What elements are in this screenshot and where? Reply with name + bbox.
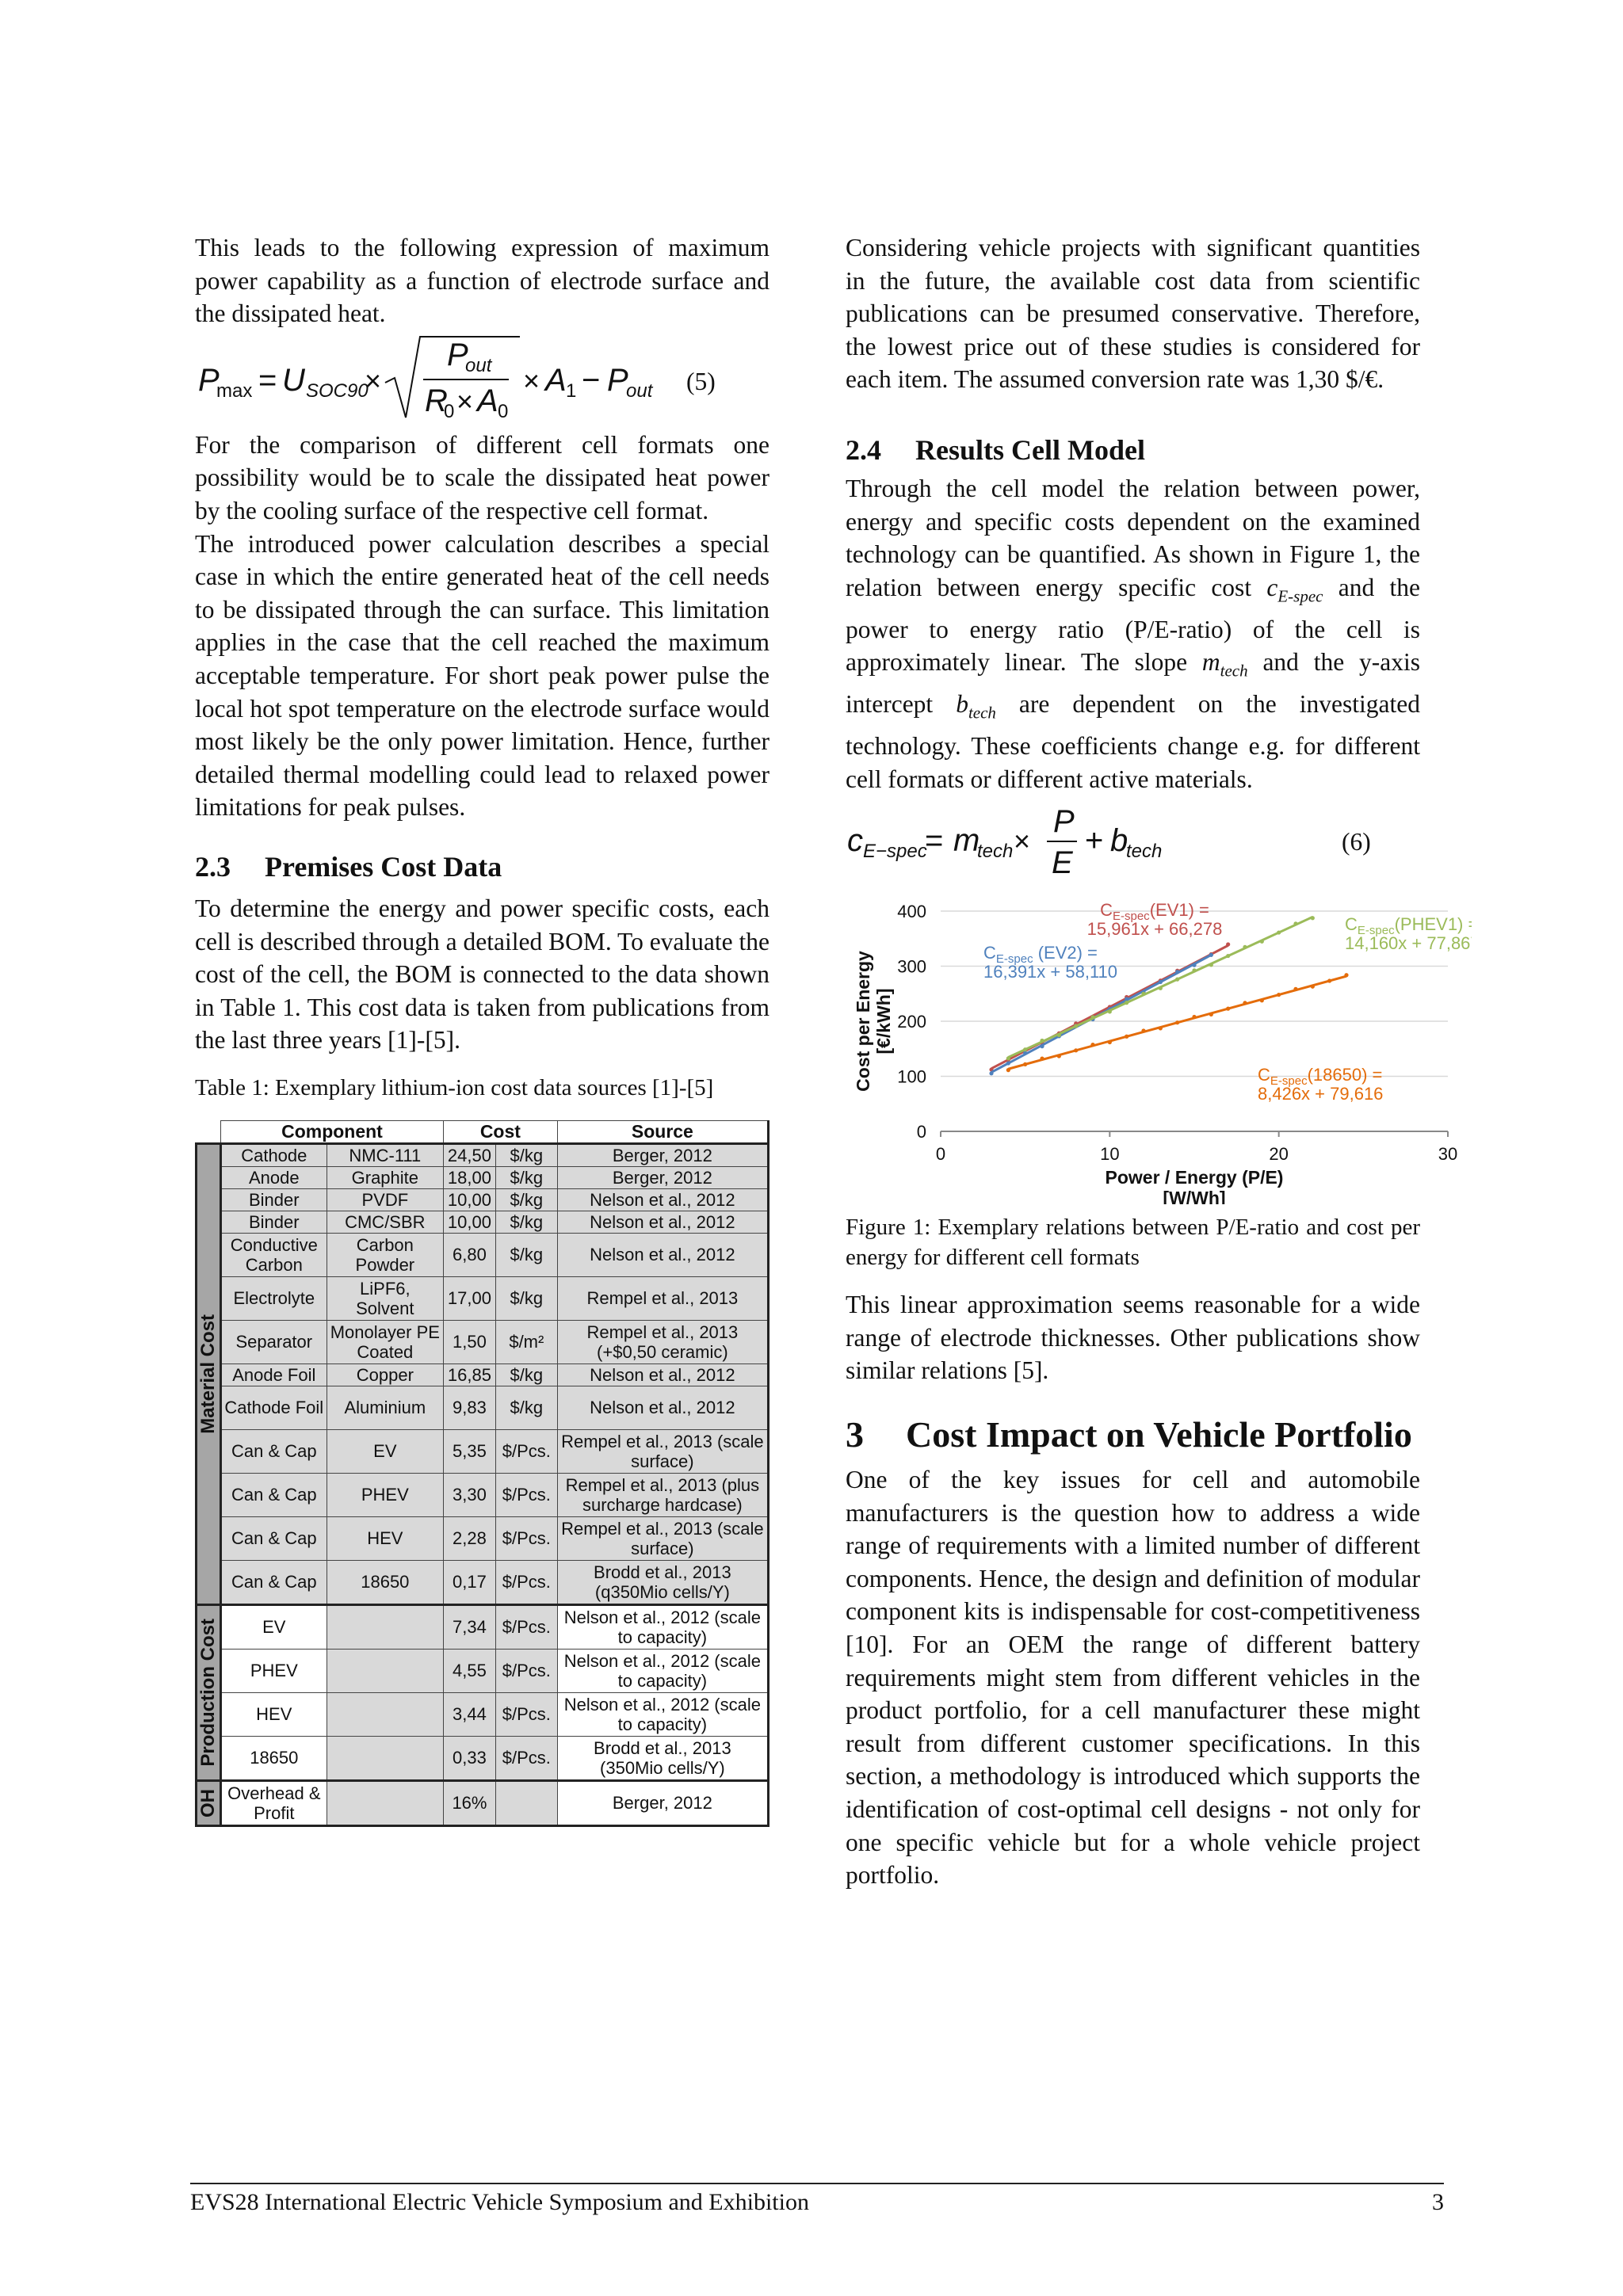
table-group-text: Production Cost <box>197 1619 220 1767</box>
annotation-eq-EV2: 16,391x + 58,110 <box>983 962 1118 982</box>
table-row <box>197 1320 769 1363</box>
table-row <box>197 1736 769 1780</box>
data-point-EV2 <box>1175 970 1179 974</box>
table-header-cost: Cost <box>444 1120 558 1143</box>
x-tick-label: 10 <box>1100 1144 1120 1165</box>
svg-text:P: P <box>198 362 220 398</box>
section-heading-2-3 <box>195 848 769 886</box>
table-header-source: Source <box>557 1120 768 1143</box>
table-cell-component: Cathode <box>220 1143 327 1166</box>
data-point-18650 <box>1260 998 1264 1002</box>
table-row <box>197 1473 769 1516</box>
table-cell-unit: $/kg <box>495 1276 557 1320</box>
table-cell-component: Overhead & Profit <box>220 1780 327 1825</box>
table-group-label <box>197 1780 221 1825</box>
svg-text:0: 0 <box>444 400 455 422</box>
cost-table <box>195 1120 769 1827</box>
equation-6 <box>846 795 1420 879</box>
table-cell-component: Can & Cap <box>220 1429 327 1473</box>
table-group-label <box>197 1143 221 1604</box>
data-point-EV1 <box>1226 943 1230 947</box>
annotation-EV2: $C_{E-spec}$ (EV2) = <box>983 943 1098 967</box>
data-point-18650 <box>1108 1040 1112 1044</box>
table-row <box>197 1166 769 1188</box>
table-cell-value: 0,17 <box>444 1560 496 1604</box>
table-cell-source: Nelson et al., 2012 <box>557 1188 768 1211</box>
annotation-PHEV1: $C_{E-spec}(PHEV1)$ = <box>1345 914 1472 938</box>
data-point-EV2 <box>1040 1044 1044 1048</box>
text-run: and the y-axis intercept <box>846 648 1420 719</box>
table-cell-unit: $/kg <box>495 1143 557 1166</box>
table-cell-value: 18,00 <box>444 1166 496 1188</box>
data-point-18650 <box>1226 1007 1230 1011</box>
table-cell-type <box>327 1780 443 1825</box>
data-point-EV2 <box>1006 1062 1010 1066</box>
data-point-18650 <box>1023 1062 1027 1066</box>
table-cell-type <box>327 1736 443 1780</box>
table-body-overhead <box>197 1780 769 1825</box>
y-tick-label: 400 <box>897 902 926 922</box>
y-axis-label: Cost per Energy <box>853 951 873 1093</box>
data-point-PHEV1 <box>1175 978 1179 982</box>
data-point-EV2 <box>1023 1051 1027 1055</box>
table-cell-source: Nelson et al., 2012 <box>557 1386 768 1429</box>
table-cell-unit: $/Pcs. <box>495 1692 557 1736</box>
table-cell-value: 5,35 <box>444 1429 496 1473</box>
table-cell-type <box>327 1649 443 1692</box>
data-point-18650 <box>1277 993 1281 997</box>
data-point-18650 <box>1159 1027 1163 1031</box>
table-cell-unit: $/Pcs. <box>495 1604 557 1649</box>
table-row <box>197 1560 769 1604</box>
table-cell-type: Graphite <box>327 1166 443 1188</box>
table-cell-component: PHEV <box>220 1649 327 1692</box>
paragraph-portfolio: One of the key issues for cell and automobile manufacturers is the question how to address a wide range of requirements with a limited number of different components. Hence, the design and definition of modular component kits is indispensable for cost-competitiveness [10]. For an OEM the range of different battery requirements might stem from different vehicles in the product portfolio, for a cell manufacturer these might result from different customer specifications. In this section, a methodology is introduced which supports the identification of cost-optimal cell designs - not only for one specific vehicle but for a whole vehicle project portfolio. <box>846 1465 1420 1890</box>
text-run: and the power to energy ratio (P/E-ratio) of the cell is approximately linear. The slope <box>846 573 1420 677</box>
table-row <box>197 1276 769 1320</box>
svg-text:b: b <box>1110 823 1128 859</box>
y-tick-label: 200 <box>897 1012 926 1032</box>
svg-text:U: U <box>282 362 305 398</box>
section-number: 2.3 <box>195 850 231 883</box>
svg-text:A: A <box>545 362 567 398</box>
data-point-18650 <box>1344 973 1348 977</box>
annotation-18650: $C_{E-spec}(18650)$ = <box>1258 1065 1383 1089</box>
table-row <box>197 1188 769 1211</box>
data-point-18650 <box>1243 1001 1247 1005</box>
table-cell-component: Cathode Foil <box>220 1386 327 1429</box>
table-cell-value: 6,80 <box>444 1233 496 1276</box>
data-point-PHEV1 <box>1074 1024 1078 1028</box>
x-axis-label: Power / Energy (P/E) <box>1105 1167 1284 1188</box>
table-cell-source: Nelson et al., 2012 (scale to capacity) <box>557 1692 768 1736</box>
table-cell-component: Conductive Carbon <box>220 1233 327 1276</box>
y-tick-label: 0 <box>916 1122 926 1142</box>
table-cell-type: Carbon Powder <box>327 1233 443 1276</box>
svg-text:out: out <box>465 354 492 376</box>
svg-text:P: P <box>607 362 628 398</box>
table-cell-value: 17,00 <box>444 1276 496 1320</box>
data-point-PHEV1 <box>1090 1016 1094 1020</box>
table-cell-component: Separator <box>220 1320 327 1363</box>
table-cell-source: Berger, 2012 <box>557 1166 768 1188</box>
svg-text:E: E <box>1052 845 1073 880</box>
svg-text:tech: tech <box>977 841 1014 863</box>
svg-text:m: m <box>953 823 980 859</box>
paragraph-cell-model <box>846 472 1420 795</box>
table-cell-source: Rempel et al., 2013 (+$0,50 ceramic) <box>557 1320 768 1363</box>
svg-text:1: 1 <box>566 379 577 402</box>
svg-text:out: out <box>626 379 653 402</box>
svg-text:−: − <box>582 362 601 398</box>
table-cell-value: 16,85 <box>444 1363 496 1386</box>
section-number: 3 <box>846 1413 864 1455</box>
data-point-18650 <box>1040 1057 1044 1061</box>
y-axis-label-unit: [€/kWh] <box>873 988 894 1055</box>
data-point-EV2 <box>1159 980 1163 984</box>
data-point-18650 <box>1293 987 1297 991</box>
svg-text:c: c <box>847 823 863 859</box>
text-run: b <box>956 690 968 719</box>
table-cell-source: Brodd et al., 2013 (350Mio cells/Y) <box>557 1736 768 1780</box>
table-header-blank <box>197 1120 221 1143</box>
data-point-EV2 <box>989 1071 993 1075</box>
section-title: Results Cell Model <box>915 433 1145 466</box>
x-tick-label: 0 <box>935 1144 946 1165</box>
table-cell-component: EV <box>220 1604 327 1649</box>
table-cell-value: 2,28 <box>444 1516 496 1560</box>
table-row <box>197 1233 769 1276</box>
table-cell-value: 10,00 <box>444 1211 496 1233</box>
equation-5-number: (5) <box>686 367 716 395</box>
table-cell-unit: $/Pcs. <box>495 1473 557 1516</box>
equation-6-formula <box>846 795 1420 879</box>
y-tick-label: 300 <box>897 956 926 977</box>
paragraph-linear-approx: This linear approximation seems reasonable for a wide range of electrode thicknesses. Other publications show similar relations [5]. <box>846 1291 1420 1385</box>
table-cell-value: 24,50 <box>444 1143 496 1166</box>
data-point-PHEV1 <box>1277 931 1281 935</box>
section-heading-3 <box>846 1413 1420 1457</box>
paragraph-cost-bom: To determine the energy and power specific costs, each cell is described through a detailed BOM. To evaluate the cost of the cell, the BOM is connected to the data shown in Table 1. This cost data is taken from publications from the last three years [1]-[5]. <box>195 894 769 1055</box>
x-axis-label-unit: [W/Wh] <box>1163 1188 1226 1205</box>
figure-1-chart <box>838 887 1472 1204</box>
table-cell-component: Binder <box>220 1211 327 1233</box>
y-tick-label: 100 <box>897 1066 926 1087</box>
table-cell-value: 3,30 <box>444 1473 496 1516</box>
svg-text:P: P <box>1053 804 1075 840</box>
paragraph-vehicle-projects: Considering vehicle projects with significant quantities in the future, the available cost data from scientific publications can be presumed conservative. Therefore, the lowest price out of these studies is considered for each item. The assumed conversion rate was 1,30 $/€. <box>846 234 1420 394</box>
data-point-18650 <box>1209 1013 1213 1016</box>
table-cell-type: Monolayer PE Coated <box>327 1320 443 1363</box>
table-cell-value: 7,34 <box>444 1604 496 1649</box>
table-group-text: OH <box>197 1788 220 1817</box>
svg-text:×: × <box>1014 825 1031 858</box>
svg-text:×: × <box>523 364 540 397</box>
section-number: 2.4 <box>846 433 881 466</box>
table-cell-unit: $/Pcs. <box>495 1516 557 1560</box>
table-cell-source: Nelson et al., 2012 <box>557 1233 768 1276</box>
table-cell-source: Brodd et al., 2013 (q350Mio cells/Y) <box>557 1560 768 1604</box>
annotation-EV1: $C_{E-spec}(EV1)$ = <box>1100 900 1209 924</box>
table-cell-unit: $/kg <box>495 1233 557 1276</box>
data-point-PHEV1 <box>1108 1009 1112 1013</box>
data-point-PHEV1 <box>1209 963 1213 967</box>
table-cell-source: Berger, 2012 <box>557 1143 768 1166</box>
table-row <box>197 1143 769 1166</box>
data-point-PHEV1 <box>1260 940 1264 944</box>
annotation-eq-EV1: 15,961x + 66,278 <box>1086 919 1223 940</box>
svg-text:=: = <box>258 362 277 398</box>
table-cell-source: Nelson et al., 2012 <box>557 1211 768 1233</box>
svg-text:=: = <box>925 823 944 859</box>
data-point-18650 <box>1074 1048 1078 1052</box>
table-row <box>197 1780 769 1825</box>
paragraph-power-calc: The introduced power calculation describes a special case in which the entire generated heat of the cell needs to be dissipated through the can surface. This limitation applies in the case that the cell reached the maximum acceptable temperature. For short peak power pulse the local hot spot temperature on the electrode surface would most likely be the only power limitation. Hence, further detailed thermal modelling could lead to relaxed power limitations for peak pulses. <box>195 529 769 822</box>
paragraph-comparison: For the comparison of different cell formats one possibility would be to scale the dissipated heat power by the cooling surface of the respective cell format. <box>195 430 769 524</box>
table-row <box>197 1649 769 1692</box>
table-body-production <box>197 1604 769 1780</box>
data-point-18650 <box>1175 1020 1179 1024</box>
table-cell-unit: $/kg <box>495 1188 557 1211</box>
table-cell-component: Electrolyte <box>220 1276 327 1320</box>
table-cell-type: CMC/SBR <box>327 1211 443 1233</box>
svg-text:×: × <box>456 384 474 418</box>
page-number: 3 <box>1432 2189 1444 2215</box>
text-run: c <box>1266 573 1278 601</box>
table-cell-source: Rempel et al., 2013 (plus surcharge hardcase) <box>557 1473 768 1516</box>
text-run: tech <box>1220 661 1248 681</box>
x-tick-label: 20 <box>1269 1144 1289 1165</box>
section-title: Premises Cost Data <box>265 850 502 883</box>
data-point-PHEV1 <box>1040 1039 1044 1043</box>
table-cell-type: PHEV <box>327 1473 443 1516</box>
annotation-eq-PHEV1: 14,160x + 77,867 <box>1345 933 1472 954</box>
table-cell-component: HEV <box>220 1692 327 1736</box>
paragraph-intro: This leads to the following expression of maximum power capability as a function of electrode surface and the dissipated heat. <box>195 234 769 328</box>
text-run: are dependent on the investigated technology. These coefficients change e.g. for different cell formats or different active materials. <box>846 690 1420 793</box>
table-cell-unit: $/Pcs. <box>495 1429 557 1473</box>
table-cell-value: 9,83 <box>444 1386 496 1429</box>
data-point-PHEV1 <box>1192 968 1196 972</box>
right-column <box>846 231 1472 1892</box>
table-cell-unit: $/Pcs. <box>495 1649 557 1692</box>
table-row <box>197 1211 769 1233</box>
table-cell-value: 4,55 <box>444 1649 496 1692</box>
data-point-EV2 <box>1192 963 1196 967</box>
table-row <box>197 1429 769 1473</box>
section-heading-2-4 <box>846 431 1420 469</box>
data-point-PHEV1 <box>1023 1047 1027 1051</box>
table-cell-type: PVDF <box>327 1188 443 1211</box>
svg-text:SOC90: SOC90 <box>306 379 369 402</box>
svg-text:E−spec: E−spec <box>863 841 927 863</box>
section-title: Cost Impact on Vehicle Portfolio <box>906 1413 1412 1455</box>
table-cell-source: Nelson et al., 2012 <box>557 1363 768 1386</box>
table-caption: Table 1: Exemplary lithium-ion cost data sources [1]-[5] <box>195 1074 714 1100</box>
table-cell-value: 1,50 <box>444 1320 496 1363</box>
table-row <box>197 1386 769 1429</box>
text-run: tech <box>968 703 996 723</box>
table-cell-component: Can & Cap <box>220 1516 327 1560</box>
table-cell-unit: $/m² <box>495 1320 557 1363</box>
table-cell-source: Rempel et al., 2013 (scale surface) <box>557 1429 768 1473</box>
table-cell-type: NMC-111 <box>327 1143 443 1166</box>
table-cell-type: 18650 <box>327 1560 443 1604</box>
chart-svg <box>838 887 1472 1204</box>
table-cell-type <box>327 1692 443 1736</box>
table-cell-unit: $/kg <box>495 1363 557 1386</box>
svg-text:P: P <box>447 337 468 372</box>
table-row <box>197 1363 769 1386</box>
svg-text:max: max <box>216 379 253 402</box>
table-cell-unit: $/kg <box>495 1166 557 1188</box>
table-cell-component: Anode <box>220 1166 327 1188</box>
table-cell-source: Nelson et al., 2012 (scale to capacity) <box>557 1649 768 1692</box>
table-cell-source: Berger, 2012 <box>557 1780 768 1825</box>
cost-table-wrap <box>195 1120 769 1827</box>
table-header-row <box>197 1120 769 1143</box>
data-point-18650 <box>1090 1043 1094 1047</box>
table-cell-value: 16% <box>444 1780 496 1825</box>
table-cell-type: Copper <box>327 1363 443 1386</box>
footer-conference: EVS28 International Electric Vehicle Symposium and Exhibition <box>190 2189 809 2215</box>
annotation-eq-18650: 8,426x + 79,616 <box>1258 1084 1384 1104</box>
table-cell-component: Anode Foil <box>220 1363 327 1386</box>
table-cell-type: LiPF6, Solvent <box>327 1276 443 1320</box>
table-cell-type: Aluminium <box>327 1386 443 1429</box>
data-point-18650 <box>1192 1015 1196 1019</box>
svg-text:0: 0 <box>498 400 509 422</box>
table-group-text: Material Cost <box>197 1314 220 1434</box>
table-cell-value: 3,44 <box>444 1692 496 1736</box>
figure-caption: Figure 1: Exemplary relations between P/E-ratio and cost per energy for different cell formats <box>846 1215 1420 1271</box>
data-point-18650 <box>1311 985 1315 989</box>
table-cell-source: Nelson et al., 2012 (scale to capacity) <box>557 1604 768 1649</box>
table-cell-type: EV <box>327 1429 443 1473</box>
text-run: Through the cell model the relation between power, energy and specific costs dependent on the examined technology can be quantified. As shown in Figure 1, the relation between energy specific cost <box>846 474 1420 601</box>
svg-text:+: + <box>1085 823 1104 859</box>
table-cell-type: HEV <box>327 1516 443 1560</box>
data-point-PHEV1 <box>1243 945 1247 949</box>
equation-5-formula <box>195 330 769 429</box>
data-point-18650 <box>1057 1055 1061 1058</box>
table-cell-source: Rempel et al., 2013 <box>557 1276 768 1320</box>
svg-text:×: × <box>365 364 382 397</box>
data-point-EV2 <box>1125 997 1128 1001</box>
table-cell-component: Can & Cap <box>220 1473 327 1516</box>
data-point-18650 <box>1141 1029 1145 1033</box>
equation-6-number: (6) <box>1342 828 1371 856</box>
table-cell-type <box>327 1604 443 1649</box>
svg-text:R: R <box>425 383 448 418</box>
table-cell-unit: $/Pcs. <box>495 1560 557 1604</box>
table-cell-unit: $/kg <box>495 1386 557 1429</box>
table-cell-component: 18650 <box>220 1736 327 1780</box>
data-point-PHEV1 <box>1226 954 1230 958</box>
data-point-PHEV1 <box>1141 992 1145 996</box>
data-point-18650 <box>1125 1035 1128 1039</box>
table-row <box>197 1604 769 1649</box>
table-cell-unit: $/Pcs. <box>495 1736 557 1780</box>
data-point-PHEV1 <box>1057 1033 1061 1037</box>
data-point-PHEV1 <box>1311 916 1315 920</box>
data-point-PHEV1 <box>1293 921 1297 925</box>
data-point-PHEV1 <box>1006 1057 1010 1061</box>
text-run: m <box>1201 648 1220 677</box>
table-cell-component: Binder <box>220 1188 327 1211</box>
data-point-PHEV1 <box>1159 986 1163 990</box>
svg-text:A: A <box>477 383 498 418</box>
table-group-label <box>197 1604 221 1780</box>
page-footer <box>190 2183 1444 2216</box>
table-cell-unit <box>495 1780 557 1825</box>
data-point-PHEV1 <box>1125 1001 1128 1005</box>
data-point-18650 <box>1327 979 1331 983</box>
table-row <box>197 1516 769 1560</box>
table-cell-unit: $/kg <box>495 1211 557 1233</box>
left-column <box>195 231 769 1827</box>
equation-5 <box>195 330 769 429</box>
table-cell-component: Can & Cap <box>220 1560 327 1604</box>
table-body-material <box>197 1143 769 1604</box>
x-tick-label: 30 <box>1438 1144 1458 1165</box>
data-point-EV2 <box>1209 953 1213 957</box>
table-row <box>197 1692 769 1736</box>
data-point-18650 <box>1006 1068 1010 1072</box>
table-cell-value: 0,33 <box>444 1736 496 1780</box>
table-cell-source: Rempel et al., 2013 (scale surface) <box>557 1516 768 1560</box>
svg-text:tech: tech <box>1126 841 1163 863</box>
text-run: E-spec <box>1277 586 1323 606</box>
table-cell-value: 10,00 <box>444 1188 496 1211</box>
table-header-component: Component <box>220 1120 443 1143</box>
